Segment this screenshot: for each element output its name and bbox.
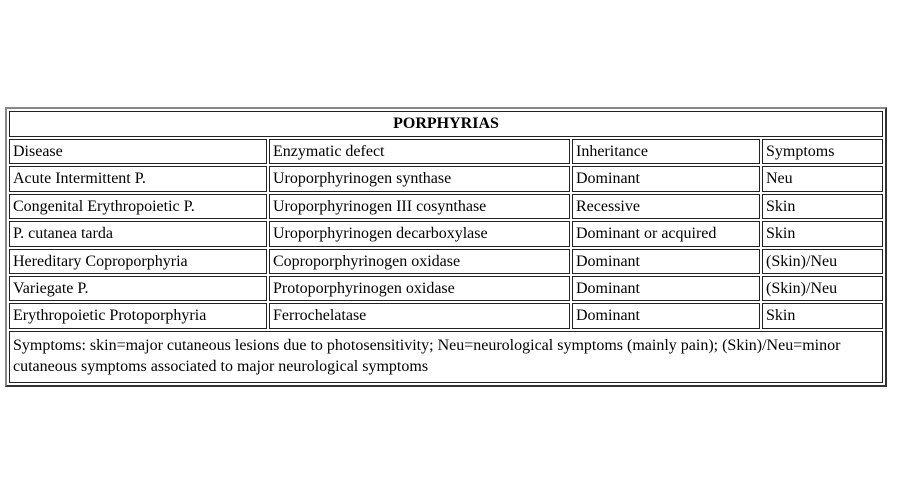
table-row (9, 249, 883, 274)
cell-enzymatic-defect: Uroporphyrinogen synthase (269, 166, 570, 191)
cell-inheritance: Dominant or acquired (572, 221, 760, 246)
footnote-row (9, 331, 883, 383)
cell-disease: Variegate P. (9, 276, 267, 301)
cell-symptoms: (Skin)/Neu (762, 249, 883, 274)
table-row (9, 303, 883, 328)
header-symptoms: Symptoms (762, 139, 883, 164)
cell-symptoms: Skin (762, 303, 883, 328)
table-row (9, 194, 883, 219)
table-row (9, 276, 883, 301)
cell-inheritance: Dominant (572, 276, 760, 301)
table-row (9, 221, 883, 246)
porphyrias-table (7, 109, 885, 385)
cell-disease: Congenital Erythropoietic P. (9, 194, 267, 219)
cell-symptoms: Skin (762, 194, 883, 219)
cell-symptoms: (Skin)/Neu (762, 276, 883, 301)
header-disease: Disease (9, 139, 267, 164)
cell-disease: Acute Intermittent P. (9, 166, 267, 191)
cell-inheritance: Dominant (572, 249, 760, 274)
cell-enzymatic-defect: Uroporphyrinogen III cosynthase (269, 194, 570, 219)
cell-disease: Hereditary Coproporphyria (9, 249, 267, 274)
cell-enzymatic-defect: Ferrochelatase (269, 303, 570, 328)
table-row (9, 166, 883, 191)
cell-enzymatic-defect: Coproporphyrinogen oxidase (269, 249, 570, 274)
cell-enzymatic-defect: Uroporphyrinogen decarboxylase (269, 221, 570, 246)
cell-symptoms: Neu (762, 166, 883, 191)
cell-inheritance: Recessive (572, 194, 760, 219)
cell-inheritance: Dominant (572, 166, 760, 191)
symptoms-footnote: Symptoms: skin=major cutaneous lesions due to photosensitivity; Neu=neurological symptoms (mainly pain); (Skin)/Neu=minor cutaneous symptoms associated to major neurological symptoms (9, 331, 883, 383)
title-row (9, 111, 883, 137)
table-title: PORPHYRIAS (9, 111, 883, 137)
header-inheritance: Inheritance (572, 139, 760, 164)
header-row (9, 139, 883, 164)
cell-disease: P. cutanea tarda (9, 221, 267, 246)
cell-symptoms: Skin (762, 221, 883, 246)
cell-disease: Erythropoietic Protoporphyria (9, 303, 267, 328)
header-enzymatic-defect: Enzymatic defect (269, 139, 570, 164)
porphyrias-table-frame (5, 107, 887, 387)
cell-enzymatic-defect: Protoporphyrinogen oxidase (269, 276, 570, 301)
cell-inheritance: Dominant (572, 303, 760, 328)
